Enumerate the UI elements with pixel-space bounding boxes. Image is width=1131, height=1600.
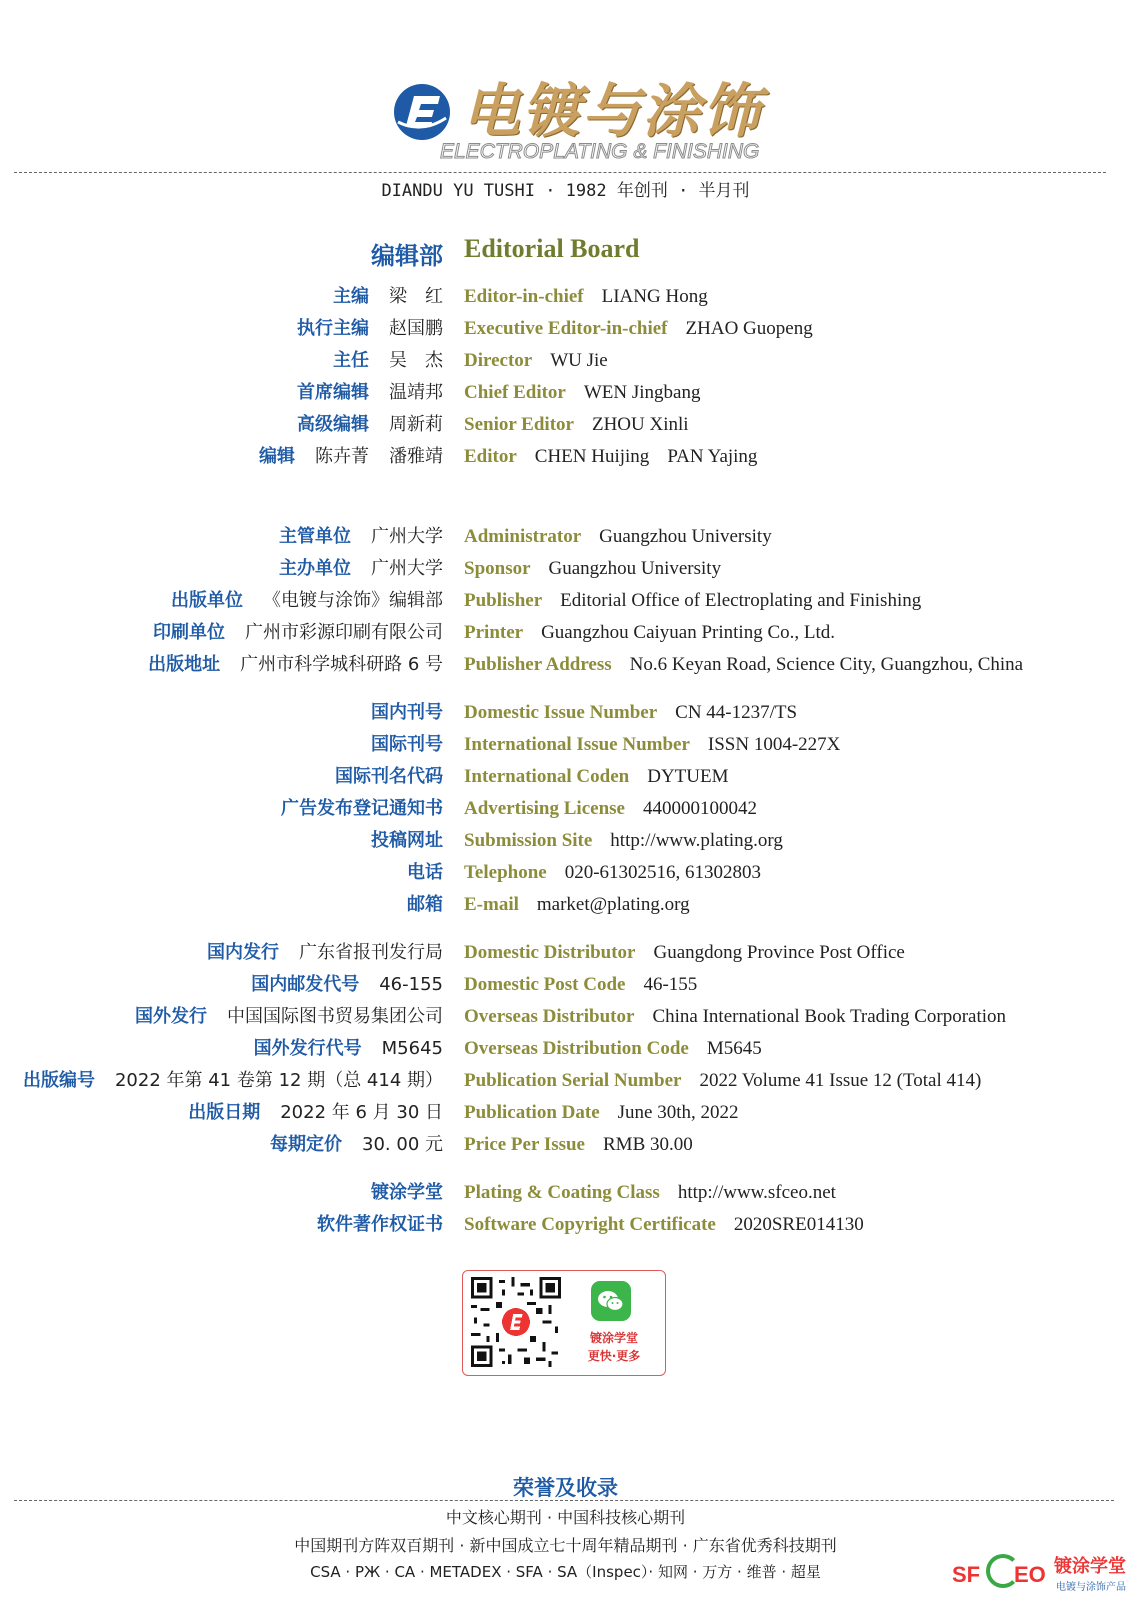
- en-label: International Issue Number: [464, 734, 690, 755]
- cn-label: 国内刊号: [371, 702, 443, 723]
- issue-row: [0, 764, 1131, 792]
- online-row: [0, 1180, 1131, 1208]
- issue-row: [0, 860, 1131, 888]
- cn-label: 印刷单位: [153, 622, 225, 643]
- en-value-2: PAN Yajing: [667, 446, 758, 467]
- cn-label: 国外发行: [135, 1006, 207, 1027]
- distribution-row: [0, 1068, 1131, 1096]
- wechat-icon: [591, 1281, 631, 1321]
- section-title-en: Editorial Board: [464, 234, 640, 263]
- en-label: Plating & Coating Class: [464, 1182, 660, 1203]
- en-label: Domestic Distributor: [464, 942, 636, 963]
- en-value: Guangzhou University: [599, 526, 772, 547]
- en-label: Chief Editor: [464, 382, 566, 403]
- en-value: Guangzhou Caiyuan Printing Co., Ltd.: [541, 622, 836, 643]
- en-value: 2022 Volume 41 Issue 12 (Total 414): [699, 1070, 982, 1091]
- sfceo-brand-logo: [952, 1552, 1124, 1594]
- en-label: Executive Editor-in-chief: [464, 318, 668, 339]
- board-row: [0, 284, 1131, 312]
- cn-label: 主编: [333, 286, 369, 307]
- honors-title: 荣誉及收录: [513, 1476, 618, 1500]
- qr-caption-line: 更快·更多: [587, 1349, 641, 1363]
- en-label: Publisher Address: [464, 654, 612, 675]
- en-value: CHEN Huijing: [534, 446, 650, 467]
- en-value: CN 44-1237/TS: [675, 702, 798, 723]
- brand-text: EO: [1014, 1562, 1046, 1587]
- cn-label: 投稿网址: [371, 830, 443, 851]
- org-row: [0, 524, 1131, 552]
- cn-label: 主管单位: [279, 526, 351, 547]
- en-value: 2020SRE014130: [733, 1214, 864, 1235]
- cn-value: 广东省报刊发行局: [299, 942, 443, 963]
- submission-site-link[interactable]: http://www.plating.org: [610, 830, 783, 851]
- cn-value: 梁 红: [389, 286, 443, 307]
- cn-label: 国内邮发代号: [251, 974, 360, 995]
- en-value: 440000100042: [642, 798, 757, 819]
- issue-row: [0, 892, 1131, 920]
- email-link[interactable]: market@plating.org: [536, 894, 690, 915]
- cn-value: 陈卉菁: [315, 446, 369, 467]
- distribution-row: [0, 972, 1131, 1000]
- board-row: [0, 348, 1131, 376]
- en-value: WU Jie: [550, 350, 608, 371]
- cn-value: 46-155: [379, 974, 443, 995]
- cn-value: 周新莉: [389, 414, 443, 435]
- en-value: Guangdong Province Post Office: [653, 942, 905, 963]
- en-label: Printer: [464, 622, 524, 643]
- cn-label: 电话: [407, 862, 443, 883]
- cn-value: 中国国际图书贸易集团公司: [227, 1006, 443, 1027]
- cn-label: 主任: [333, 350, 369, 371]
- board-row: [0, 380, 1131, 408]
- cn-value: 2022 年第 41 卷第 12 期（总 414 期）: [114, 1070, 443, 1091]
- en-label: Editor-in-chief: [464, 286, 584, 307]
- cn-value: 温靖邦: [389, 382, 443, 403]
- en-label: Publisher: [464, 590, 543, 611]
- journal-title-en: ELECTROPLATING & FINISHING: [440, 140, 760, 163]
- issue-row: [0, 796, 1131, 824]
- cn-label: 出版编号: [22, 1070, 95, 1091]
- cn-label: 出版单位: [171, 590, 243, 611]
- journal-title-cn: 电镀与涂饰: [462, 77, 763, 145]
- issue-row: [0, 700, 1131, 728]
- distribution-row: [0, 1100, 1131, 1128]
- distribution-row: [0, 940, 1131, 968]
- cn-value-2: 潘雅靖: [389, 446, 443, 467]
- cn-label: 邮箱: [407, 894, 443, 915]
- qr-card[interactable]: [462, 1270, 666, 1376]
- en-value: WEN Jingbang: [583, 382, 701, 403]
- cn-value: 广州大学: [371, 558, 443, 579]
- cn-label: 国外发行代号: [253, 1038, 362, 1059]
- board-row: [0, 412, 1131, 440]
- distribution-row: [0, 1036, 1131, 1064]
- en-label: Submission Site: [464, 830, 593, 851]
- cn-value: 广州市科学城科研路 6 号: [240, 654, 443, 675]
- en-label: E-mail: [464, 894, 519, 915]
- cn-label: 国际刊名代码: [335, 766, 443, 787]
- cn-label: 每期定价: [270, 1134, 343, 1155]
- cn-label: 执行主编: [297, 318, 369, 339]
- en-label: Administrator: [464, 526, 582, 547]
- org-row: [0, 652, 1131, 680]
- en-value: LIANG Hong: [601, 286, 708, 307]
- divider: [14, 172, 1106, 173]
- qr-code-icon[interactable]: [471, 1277, 561, 1367]
- honors-line: 中文核心期刊 · 中国科技核心期刊: [445, 1508, 686, 1527]
- en-value: 020-61302516, 61302803: [564, 862, 762, 883]
- en-value: M5645: [706, 1038, 762, 1059]
- divider: [14, 1500, 1114, 1501]
- distribution-row: [0, 1132, 1131, 1160]
- cn-value: 广州大学: [371, 526, 443, 547]
- qr-caption: [575, 1329, 653, 1365]
- en-label: Senior Editor: [464, 414, 574, 435]
- class-site-link[interactable]: http://www.sfceo.net: [677, 1182, 836, 1203]
- en-label: Publication Serial Number: [464, 1070, 682, 1091]
- en-value: DYTUEM: [647, 766, 729, 787]
- cn-value: 赵国鹏: [389, 318, 443, 339]
- masthead: [0, 0, 1131, 210]
- cn-value: 《电镀与涂饰》编辑部: [263, 590, 443, 611]
- en-label: Editor: [464, 446, 517, 467]
- board-row: [0, 444, 1131, 472]
- brand-text: SF: [952, 1562, 981, 1587]
- indexing-line: CSA · PЖ · CA · METADEX · SFA · SA（Inspec）· 知网 · 万方 · 维普 · 超星: [310, 1563, 821, 1581]
- en-label: International Coden: [464, 766, 630, 787]
- en-label: Price Per Issue: [464, 1134, 585, 1155]
- qr-caption-line: 镀涂学堂: [589, 1331, 638, 1345]
- org-row: [0, 588, 1131, 616]
- cn-value: 广州市彩源印刷有限公司: [245, 622, 443, 643]
- en-label: Overseas Distributor: [464, 1006, 635, 1027]
- brand-name: 镀涂学堂: [1054, 1556, 1126, 1577]
- masthead-subtitle: DIANDU YU TUSHI · 1982 年创刊 · 半月刊: [381, 181, 750, 201]
- issue-row: [0, 828, 1131, 856]
- honors-line: 中国期刊方阵双百期刊 · 新中国成立七十周年精品期刊 · 广东省优秀科技期刊: [294, 1536, 837, 1555]
- section-title-cn: 编辑部: [371, 242, 443, 270]
- cn-value: 2022 年 6 月 30 日: [280, 1102, 443, 1123]
- en-label: Director: [464, 350, 533, 371]
- en-label: Domestic Issue Number: [464, 702, 658, 723]
- en-label: Software Copyright Certificate: [464, 1214, 716, 1235]
- cn-label: 镀涂学堂: [371, 1182, 443, 1203]
- cn-label: 首席编辑: [297, 382, 369, 403]
- en-label: Publication Date: [464, 1102, 600, 1123]
- board-row: [0, 316, 1131, 344]
- org-row: [0, 556, 1131, 584]
- en-value: ZHOU Xinli: [591, 414, 689, 435]
- cn-label: 广告发布登记通知书: [281, 798, 443, 819]
- cn-label: 软件著作权证书: [317, 1214, 443, 1235]
- cn-value: 30. 00 元: [362, 1134, 443, 1155]
- en-label: Domestic Post Code: [464, 974, 626, 995]
- cn-value: 吴 杰: [389, 350, 443, 371]
- brand-tagline: 电镀与涂饰产品: [1056, 1582, 1126, 1593]
- cn-label: 国际刊号: [371, 734, 443, 755]
- cn-label: 出版日期: [188, 1102, 261, 1123]
- en-label: Overseas Distribution Code: [464, 1038, 689, 1059]
- en-value: Editorial Office of Electroplating and Finishing: [560, 590, 922, 611]
- en-value: RMB 30.00: [603, 1134, 693, 1155]
- en-value: China International Book Trading Corporation: [652, 1006, 1007, 1027]
- cn-value: M5645: [381, 1038, 443, 1059]
- en-value: No.6 Keyan Road, Science City, Guangzhou, China: [629, 654, 1024, 675]
- issue-row: [0, 732, 1131, 760]
- en-label: Advertising License: [464, 798, 625, 819]
- en-label: Sponsor: [464, 558, 531, 579]
- distribution-row: [0, 1004, 1131, 1032]
- en-value: 46-155: [643, 974, 698, 995]
- cn-label: 出版地址: [148, 654, 221, 675]
- cn-label: 主办单位: [279, 558, 351, 579]
- en-value: June 30th, 2022: [617, 1102, 739, 1123]
- en-value: Guangzhou University: [548, 558, 722, 579]
- en-label: Telephone: [464, 862, 547, 883]
- en-value: ISSN 1004-227X: [707, 734, 841, 755]
- en-value: ZHAO Guopeng: [685, 318, 813, 339]
- cn-label: 国内发行: [207, 942, 279, 963]
- org-row: [0, 620, 1131, 648]
- online-row: [0, 1212, 1131, 1240]
- cn-label: 高级编辑: [297, 414, 369, 435]
- cn-label: 编辑: [259, 446, 295, 467]
- journal-logo-icon: [392, 82, 452, 142]
